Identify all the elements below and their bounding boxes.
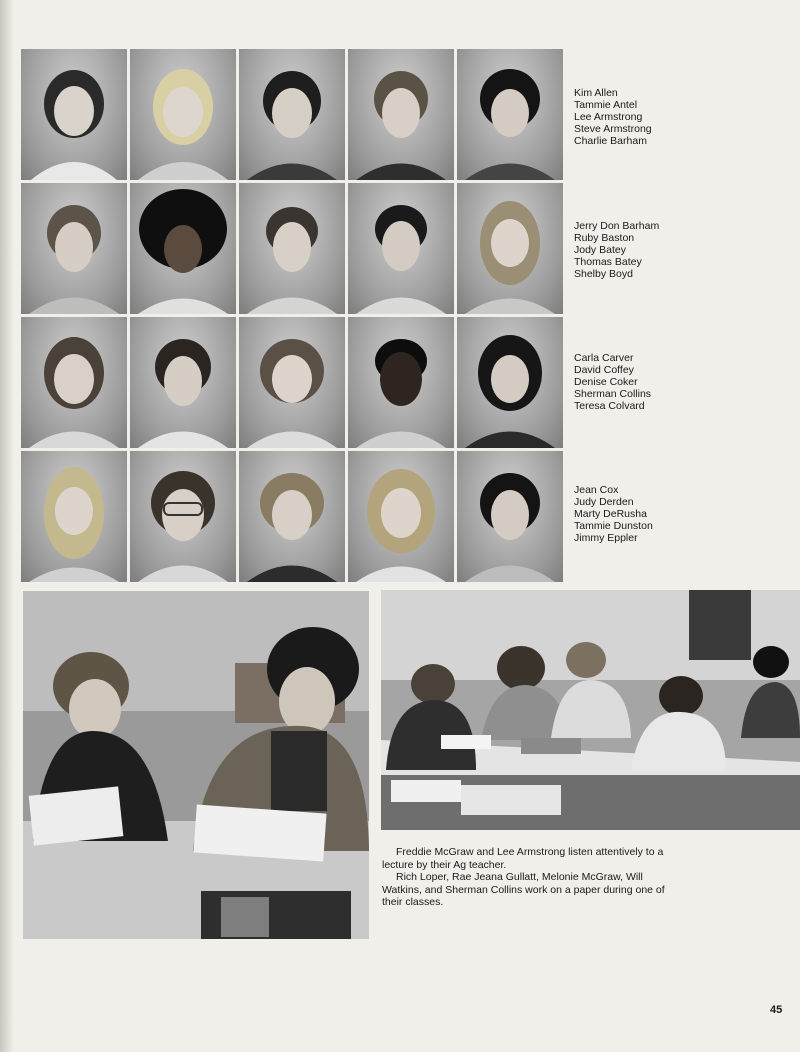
- student-name: David Coffey: [574, 364, 634, 376]
- name-list-row-1: [574, 87, 652, 147]
- candid-photo-classroom: [381, 590, 800, 830]
- portrait-photo: [130, 317, 236, 448]
- portrait-photo: [130, 49, 236, 180]
- portrait-photo: [348, 451, 454, 582]
- student-name: Steve Armstrong: [574, 123, 652, 135]
- student-name: Tammie Dunston: [574, 520, 653, 532]
- portrait-photo: [457, 49, 563, 180]
- portrait-photo: [348, 49, 454, 180]
- student-name: Jerry Don Barham: [574, 220, 660, 232]
- student-name: Carla Carver: [574, 352, 634, 364]
- portrait-row-3: [21, 317, 563, 448]
- portrait-row-1: [21, 49, 563, 180]
- name-list-row-3: [574, 352, 651, 412]
- portrait-photo: [457, 183, 563, 314]
- student-name: Kim Allen: [574, 87, 618, 99]
- student-name: Thomas Batey: [574, 256, 642, 268]
- portrait-photo: [348, 317, 454, 448]
- portrait-photo: [239, 317, 345, 448]
- portrait-photo: [239, 183, 345, 314]
- student-name: Jean Cox: [574, 484, 619, 496]
- student-name: Charlie Barham: [574, 135, 647, 147]
- caption-line-2: Rich Loper, Rae Jeana Gullatt, Melonie McGraw, Will Watkins, and Sherman Collins work on a paper during one of their classes.: [382, 871, 665, 908]
- student-name: Jimmy Eppler: [574, 532, 638, 544]
- student-name: Teresa Colvard: [574, 400, 645, 412]
- student-name: Jody Batey: [574, 244, 626, 256]
- portrait-photo: [130, 183, 236, 314]
- name-list-row-4: [574, 484, 653, 544]
- portrait-row-4: [21, 451, 563, 582]
- student-name: Denise Coker: [574, 376, 638, 388]
- candid-photo-two-students: [23, 591, 369, 939]
- portrait-photo: [21, 317, 127, 448]
- portrait-photo: [457, 317, 563, 448]
- student-name: Sherman Collins: [574, 388, 652, 400]
- student-name: Ruby Baston: [574, 232, 635, 244]
- portrait-photo: [457, 451, 563, 582]
- photo-caption: [382, 846, 682, 909]
- page-binding-shadow: [0, 0, 14, 1052]
- student-name: Judy Derden: [574, 496, 634, 508]
- portrait-grid: [21, 49, 563, 585]
- student-name: Shelby Boyd: [574, 268, 633, 280]
- portrait-photo: [21, 183, 127, 314]
- student-name: Lee Armstrong: [574, 111, 643, 123]
- student-name: Marty DeRusha: [574, 508, 647, 520]
- page-number: 45: [770, 1004, 783, 1016]
- name-list-row-2: [574, 220, 659, 280]
- portrait-photo: [21, 49, 127, 180]
- portrait-photo: [239, 451, 345, 582]
- portrait-photo: [21, 451, 127, 582]
- portrait-photo: [130, 451, 236, 582]
- portrait-photo: [348, 183, 454, 314]
- portrait-photo: [239, 49, 345, 180]
- portrait-row-2: [21, 183, 563, 314]
- caption-line-1: Freddie McGraw and Lee Armstrong listen attentively to a lecture by their Ag teacher.: [382, 846, 664, 871]
- student-name: Tammie Antel: [574, 99, 638, 111]
